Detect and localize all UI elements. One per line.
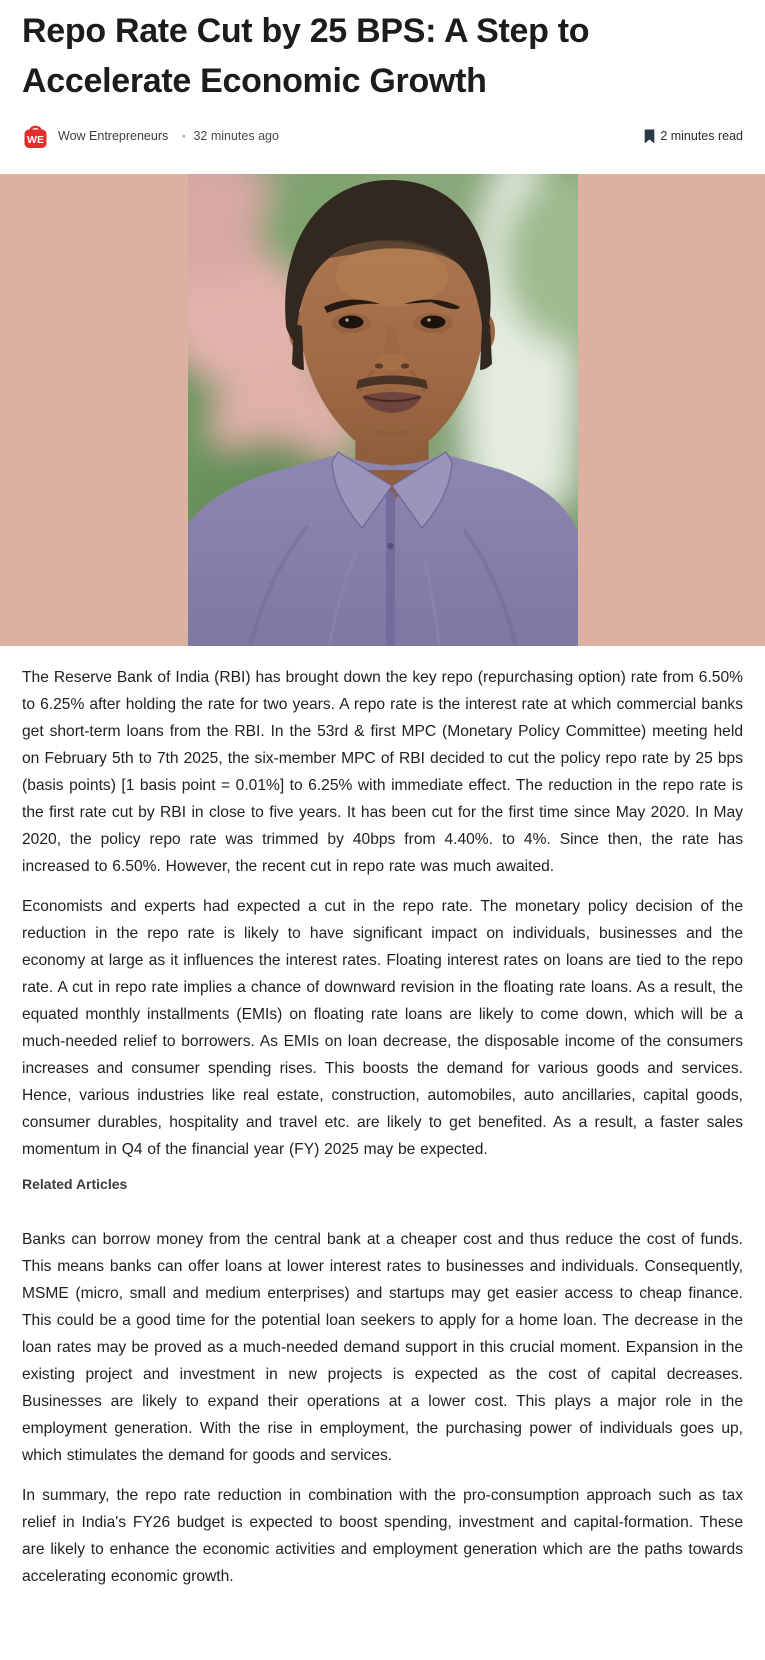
article-body bbox=[22, 664, 743, 1590]
byline-separator: ▪ bbox=[182, 131, 186, 141]
related-articles-heading: Related Articles bbox=[22, 1176, 128, 1192]
bookmark-icon bbox=[643, 129, 656, 144]
byline bbox=[22, 122, 743, 150]
read-time-label: 2 minutes read bbox=[660, 129, 743, 143]
portrait-photo bbox=[188, 174, 578, 646]
read-time bbox=[643, 129, 743, 144]
publisher-name[interactable]: Wow Entrepreneurs bbox=[58, 129, 169, 143]
article-page bbox=[0, 6, 765, 150]
we-bag-icon bbox=[22, 123, 49, 150]
published-time: 32 minutes ago bbox=[193, 129, 279, 143]
article-hero-image bbox=[0, 174, 765, 646]
page-title: Repo Rate Cut by 25 BPS: A Step to Accelerate Economic Growth bbox=[22, 12, 590, 100]
bottom-padding bbox=[22, 1603, 743, 1617]
paragraph-2: Economists and experts had expected a cut in the repo rate. The monetary policy decision of the reduction in the repo rate is likely to have significant impact on individuals, businesses and the economy at large as it influences the interest rates. Floating interest rates on loans are tied to the repo rate. A cut in repo rate implies a chance of downward revision in the floating rate loans. As a result, the equated monthly installments (EMIs) on floating rate loans are likely to come down, which will be a much-needed relief to borrowers. As EMIs on loan decrease, the disposable income of the consumers increases and consumer spending rises. This boosts the demand for various goods and services. Hence, various industries like real estate, construction, automobiles, auto ancillaries, capital goods, consumer durables, hospitality and travel etc. are likely to get benefited. As a result, a faster sales momentum in Q4 of the financial year (FY) 2025 may be expected. bbox=[22, 898, 743, 1158]
paragraph-3: Banks can borrow money from the central bank at a cheaper cost and thus reduce the cost of funds. This means banks can offer loans at lower interest rates to businesses and individuals. Consequently, MSME (micro, small and medium enterprises) and startups may get easier access to cheap finance. This could be a good time for the potential loan seekers to apply for a home loan. The decrease in the loan rates may be proved as a much-needed demand support in this crucial moment. Expansion in the existing project and investment in new projects is expected as the cost of capital decreases. Businesses are likely to expand their operations at a lower cost. This plays a major role in the employment generation. With the rise in employment, the purchasing power of individuals goes up, which stimulates the demand for goods and services. bbox=[22, 1231, 743, 1464]
svg-text:WE: WE bbox=[27, 133, 44, 146]
paragraph-1: The Reserve Bank of India (RBI) has brought down the key repo (repurchasing option) rate from 6.50% to 6.25% after holding the rate for two years. A repo rate is the interest rate at which commercial banks get short-term loans from the RBI. In the 53rd & first MPC (Monetary Policy Committee) meeting held on February 5th to 7th 2025, the six-member MPC of RBI decided to cut the policy repo rate by 25 bps (basis points) [1 basis point = 0.01%] to 6.25% with immediate effect. The reduction in the repo rate is the first rate cut by RBI in close to five years. It has been cut for the first time since May 2020. In May 2020, the policy repo rate was trimmed by 40bps from 4.40%. to 4%. Since then, the rate has increased to 6.50%. However, the recent cut in repo rate was much awaited. bbox=[22, 669, 743, 875]
paragraph-4: In summary, the repo rate reduction in combination with the pro-consumption approach such as tax relief in India's FY26 budget is expected to boost spending, investment and capital-formation. These are likely to enhance the economic activities and employment generation which are the paths towards accelerating economic growth. bbox=[22, 1487, 743, 1585]
publisher-logo-icon[interactable] bbox=[22, 123, 49, 150]
